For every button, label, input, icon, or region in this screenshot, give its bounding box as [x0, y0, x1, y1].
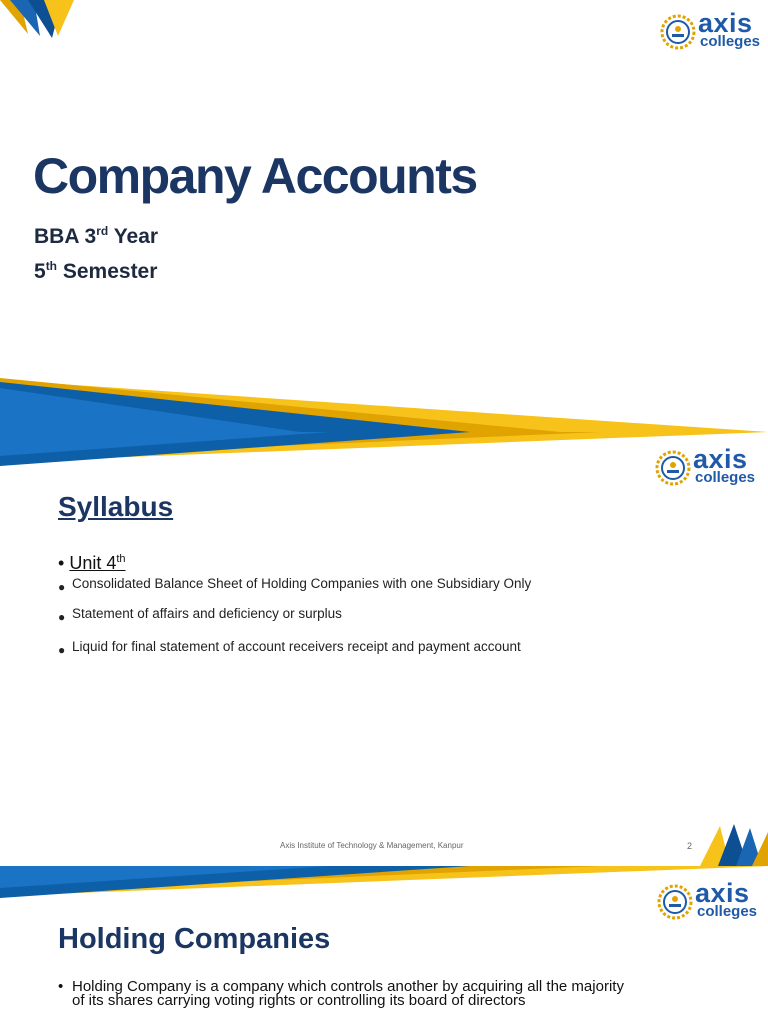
corner-decoration	[700, 824, 768, 866]
logo-word-colleges: colleges	[700, 33, 761, 50]
list-item	[58, 575, 531, 596]
corner-decoration	[0, 0, 80, 40]
list-item	[58, 605, 342, 626]
list-item	[58, 638, 521, 659]
unit-label-sup: th	[116, 553, 126, 565]
bottom-stripe-decoration	[0, 378, 768, 432]
college-seal-icon	[660, 14, 696, 50]
subtitle-semester	[34, 259, 157, 285]
holding-definition-text: Holding Company is a company which controls another by acquiring all the majority of its shares carrying voting rights or controlling its board of directors	[72, 978, 624, 1009]
axis-colleges-logo	[660, 8, 768, 58]
college-seal-icon	[657, 884, 693, 920]
unit-label-text: Unit 4	[69, 553, 117, 573]
unit-bullet: •	[58, 553, 65, 573]
college-seal-icon	[655, 450, 691, 486]
page-number: 2	[687, 841, 693, 851]
subtitle-year-text: BBA 3	[34, 225, 97, 248]
page-title: Company Accounts	[33, 148, 477, 204]
bullet-dot: ●	[58, 580, 66, 594]
subtitle-year	[34, 224, 158, 250]
bullet-dot: ●	[58, 643, 66, 657]
slide-title	[0, 0, 768, 432]
bullet-dot: ●	[58, 610, 66, 624]
slide-syllabus	[0, 432, 768, 866]
syllabus-title: Syllabus	[58, 491, 174, 522]
logo-word-colleges: colleges	[697, 903, 758, 920]
logo-word-axis: axis	[695, 878, 750, 908]
subtitle-semester-suffix: Semester	[57, 260, 158, 283]
bullet-dot: •	[58, 978, 64, 995]
list-item-text: Liquid for final statement of account receivers receipt and payment account	[72, 639, 521, 654]
subtitle-semester-text: 5	[34, 260, 46, 283]
top-stripe-decoration	[0, 432, 768, 468]
unit-heading	[58, 552, 126, 574]
logo-word-axis: axis	[693, 444, 748, 474]
subtitle-year-sup: rd	[96, 224, 109, 238]
logo-word-axis: axis	[698, 8, 753, 38]
top-stripe-decoration	[0, 866, 768, 900]
list-item-text: Statement of affairs and deficiency or surplus	[72, 606, 342, 621]
subtitle-semester-sup: th	[45, 259, 58, 273]
list-item-text: Consolidated Balance Sheet of Holding Companies with one Subsidiary Only	[72, 576, 532, 591]
subtitle-year-suffix: Year	[108, 225, 159, 248]
slide-holding-companies	[0, 866, 768, 1024]
unit-label	[69, 553, 125, 573]
footer-institute: Axis Institute of Technology & Management, Kanpur	[280, 841, 464, 850]
logo-word-colleges: colleges	[695, 469, 756, 486]
holding-companies-title: Holding Companies	[58, 923, 331, 955]
axis-colleges-logo	[655, 444, 765, 494]
holding-definition	[58, 980, 638, 1008]
axis-colleges-logo	[657, 878, 767, 928]
